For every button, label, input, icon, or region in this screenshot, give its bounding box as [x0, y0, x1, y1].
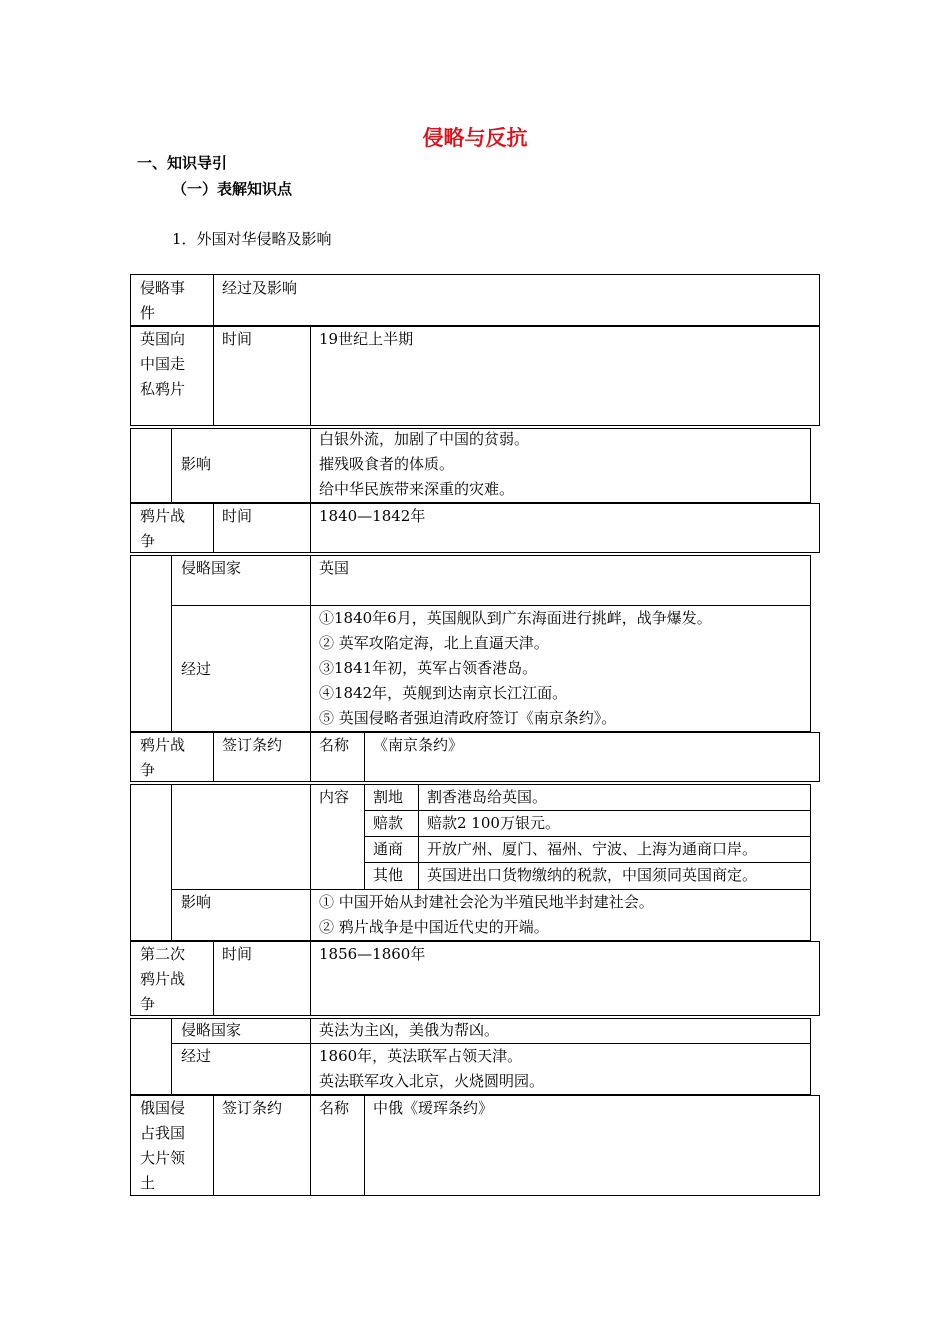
subsection-heading: （一）表解知识点	[172, 180, 293, 198]
second-war-time-label: 时间	[222, 945, 253, 963]
divider	[213, 326, 214, 426]
divider	[310, 428, 311, 503]
content-key-indemnity: 赔款	[373, 814, 404, 832]
war-time-label: 时间	[222, 507, 253, 525]
smuggling-event-cell: 英国向 中国走 私鸦片	[140, 330, 186, 398]
header-event-cell: 侵略事 件	[140, 279, 186, 322]
divider	[171, 784, 172, 941]
divider	[364, 1095, 365, 1196]
content-value-cession: 割香港岛给英国。	[427, 788, 548, 806]
table-caption: 1．外国对华侵略及影响	[172, 230, 332, 248]
content-key-trade: 通商	[373, 840, 404, 858]
nanjing-content-label: 内容	[319, 788, 350, 806]
content-value-other: 英国进出口货物缴纳的税款，中国须同英国商定。	[427, 866, 758, 884]
nanjing-name-label: 名称	[319, 736, 350, 754]
divider	[213, 941, 214, 1016]
divider	[171, 1018, 172, 1095]
content-value-trade: 开放广州、厦门、福州、宁波、上海为通商口岸。	[427, 840, 758, 858]
divider	[213, 274, 214, 326]
divider	[213, 1095, 214, 1196]
war-event-cell: 鸦片战 争	[140, 507, 186, 550]
divider	[171, 428, 172, 503]
content-value-indemnity: 赔款2 100万银元。	[427, 814, 560, 832]
nanjing-sign-label: 签订条约	[222, 736, 283, 754]
header-detail-cell: 经过及影响	[222, 279, 298, 297]
russia-name-value: 中俄《瑷珲条约》	[373, 1099, 494, 1117]
smuggling-impact-lines: 白银外流，加剧了中国的贫弱。 摧残吸食者的体质。 给中华民族带来深重的灾难。	[319, 430, 530, 498]
divider	[310, 503, 311, 553]
smuggling-time-label: 时间	[222, 330, 253, 348]
nanjing-impact-lines: ① 中国开始从封建社会沦为半殖民地半封建社会。 ② 鸦片战争是中国近代史的开端。	[319, 893, 654, 936]
page-title: 侵略与反抗	[422, 125, 528, 150]
divider	[310, 326, 311, 426]
war-time-value: 1840—1842年	[319, 507, 426, 525]
second-war-process-lines: 1860年，英法联军占领天津。 英法联军攻入北京，火烧圆明园。	[319, 1047, 545, 1090]
divider	[213, 503, 214, 553]
war-invader-label: 侵略国家	[181, 559, 242, 577]
divider	[310, 784, 311, 941]
divider	[364, 732, 365, 782]
divider	[310, 732, 311, 782]
russia-name-label: 名称	[319, 1099, 350, 1117]
second-war-time-value: 1856—1860年	[319, 945, 426, 963]
divider	[310, 1018, 311, 1095]
content-key-other: 其他	[373, 866, 404, 884]
nanjing-name-value: 《南京条约》	[373, 736, 464, 754]
nanjing-impact-label: 影响	[181, 893, 212, 911]
nanjing-event-cell: 鸦片战 争	[140, 736, 186, 779]
section-heading: 一、知识导引	[137, 154, 228, 172]
content-key-cession: 割地	[373, 788, 404, 806]
smuggling-time-value: 19世纪上半期	[319, 330, 414, 348]
divider	[310, 941, 311, 1016]
russia-event-cell: 俄国侵 占我国 大片领 土	[140, 1099, 186, 1192]
smuggling-impact-label: 影响	[181, 455, 212, 473]
war-process-lines: ①1840年6月，英国舰队到广东海面进行挑衅，战争爆发。 ② 英军攻陷定海，北上直逼天津。 ③1841年初，英军占领香港岛。 ④1842年，英舰到达南京长江江面。 ⑤ 英国侵略者强迫清政府签订《南京条约》。	[319, 609, 712, 727]
russia-sign-label: 签订条约	[222, 1099, 283, 1117]
divider	[310, 1095, 311, 1196]
war-process-label: 经过	[181, 660, 212, 678]
war-invader-value: 英国	[319, 559, 350, 577]
second-war-process-label: 经过	[181, 1047, 212, 1065]
divider	[310, 555, 311, 732]
divider	[213, 732, 214, 782]
divider	[171, 555, 172, 732]
second-war-invader-label: 侵略国家	[181, 1021, 242, 1039]
second-war-event-cell: 第二次 鸦片战 争	[140, 945, 186, 1013]
second-war-invader-value: 英法为主凶，美俄为帮凶。	[319, 1021, 500, 1039]
